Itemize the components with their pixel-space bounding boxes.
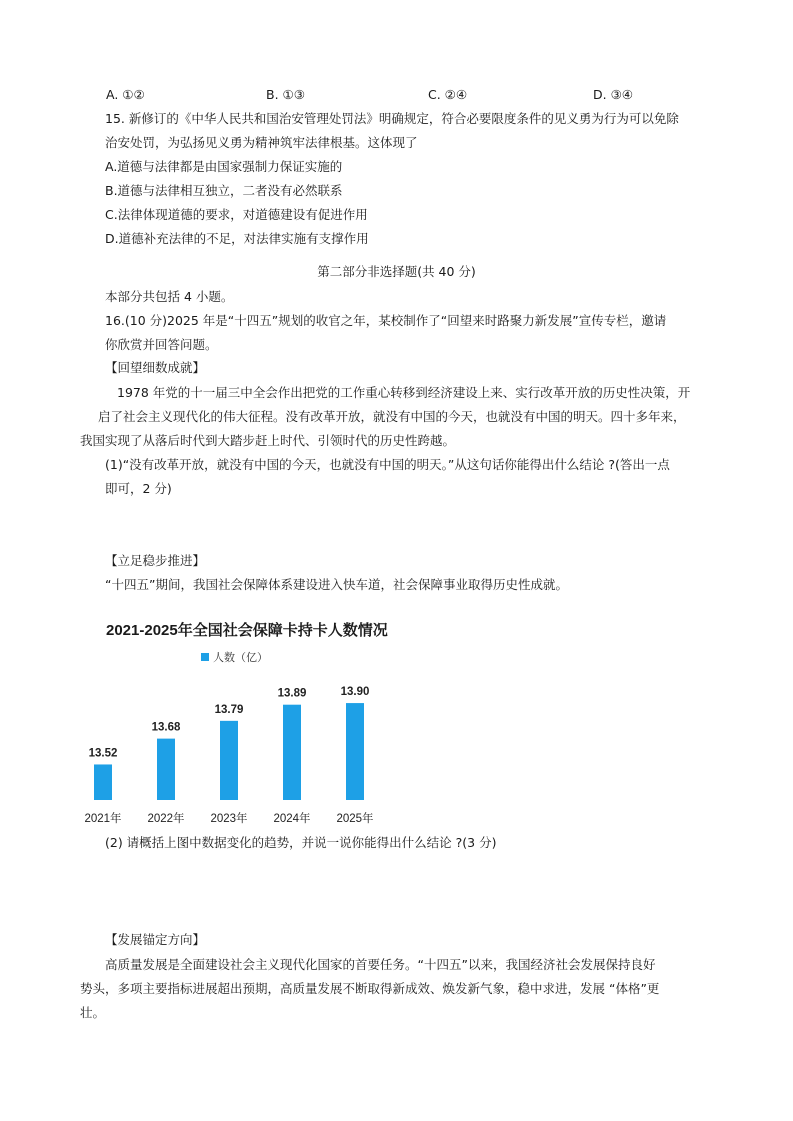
section1-para-line1: 1978 年党的十一届三中全会作出把党的工作重心转移到经济建设上来、实行改革开放的历史性决策，开 [117,385,691,400]
data-label: 13.68 [151,721,181,734]
q14-option-d: D. ③④ [593,87,633,102]
q15-option-d: D.道德补充法律的不足，对法律实施有支撑作用 [105,231,369,246]
data-label: 13.52 [88,747,118,760]
data-label: 13.79 [214,703,244,716]
chart-title: 2021-2025年全国社会保障卡持卡人数情况 [106,622,388,639]
legend-label: 人数（亿） [213,652,268,664]
q14-option-b: B. ①③ [266,87,305,102]
bar-2025年 [346,703,364,800]
bar-chart [70,640,410,835]
q16-stem-line2: 你欣赏并回答问题。 [105,337,218,352]
section3-title: 【发展锚定方向】 [105,932,206,947]
bar-2023年 [220,721,238,800]
part2-intro: 本部分共包括 4 小题。 [105,289,234,304]
x-tick-label: 2022年 [147,813,185,825]
q14-option-a: A. ①② [106,87,145,102]
q14-option-c: C. ②④ [428,87,468,102]
q16-sub2: (2) 请概括上图中数据变化的趋势，并说一说你能得出什么结论 ?(3 分) [105,835,497,850]
part2-heading: 第二部分非选择题(共 40 分) [317,264,476,279]
legend-swatch [201,653,209,661]
data-label: 13.89 [277,687,307,700]
section3-para-line2: 势头，多项主要指标进展超出预期，高质量发展不断取得新成效、焕发新气象，稳中求进，发展 “体格”更 [80,981,660,996]
x-tick-label: 2025年 [336,813,374,825]
q16-sub1-line2: 即可，2 分) [105,481,172,496]
q16-stem-line1: 16.(10 分)2025 年是“十四五”规划的收官之年，某校制作了“回望来时路聚力新发展”宣传专栏，邀请 [105,313,667,328]
section3-para-line1: 高质量发展是全面建设社会主义现代化国家的首要任务。“十四五”以来，我国经济社会发展保持良好 [105,957,656,972]
data-label: 13.90 [340,686,370,699]
section1-para-line3: 我国实现了从落后时代到大踏步赶上时代、引领时代的历史性跨越。 [80,433,456,448]
x-tick-label: 2023年 [210,813,248,825]
section3-para-line3: 壮。 [80,1005,106,1020]
q15-option-c: C.法律体现道德的要求，对道德建设有促进作用 [105,207,368,222]
section1-title: 【回望细数成就】 [105,360,206,375]
x-tick-label: 2024年 [273,813,311,825]
q15-stem-line1: 15. 新修订的《中华人民共和国治安管理处罚法》明确规定，符合必要限度条件的见义勇为行为可以免除 [105,111,679,126]
q16-sub1-line1: (1)“没有改革开放，就没有中国的今天，也就没有中国的明天。”从这句话你能得出什么结论 ?(答出一点 [105,457,670,472]
section2-para: “十四五”期间，我国社会保障体系建设进入快车道，社会保障事业取得历史性成就。 [105,577,568,592]
x-tick-label: 2021年 [84,813,122,825]
q15-option-b: B.道德与法律相互独立，二者没有必然联系 [105,183,343,198]
bar-2022年 [157,739,175,800]
section2-title: 【立足稳步推进】 [105,553,206,568]
q15-option-a: A.道德与法律都是由国家强制力保证实施的 [105,159,343,174]
bar-2024年 [283,705,301,800]
bar-2021年 [94,764,112,800]
section1-para-line2: 启了社会主义现代化的伟大征程。没有改革开放，就没有中国的今天，也就没有中国的明天。四十多年来， [98,409,686,424]
q15-stem-line2: 治安处罚，为弘扬见义勇为精神筑牢法律根基。这体现了 [105,135,418,150]
